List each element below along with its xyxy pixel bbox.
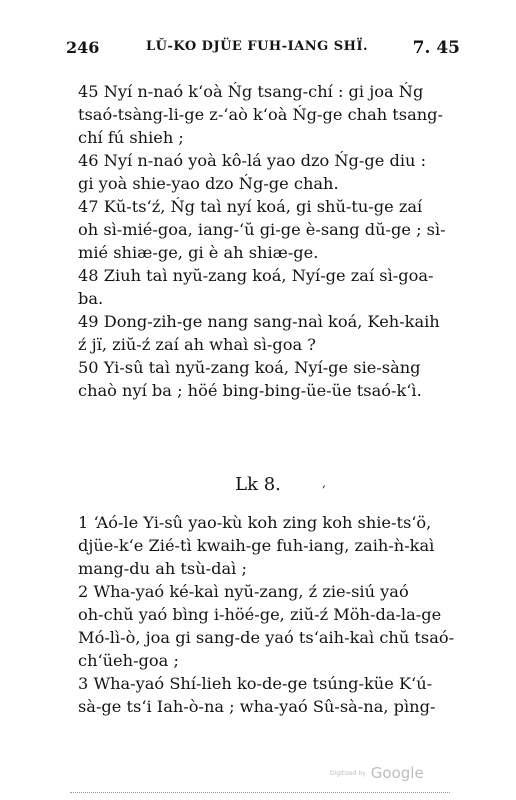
- verse-block-chapter-7: [64, 80, 464, 402]
- page-number: 246: [66, 38, 100, 57]
- print-mark: ‚: [322, 476, 326, 490]
- running-title: LŬ-KO DJÜE FUH-IANG SHÏ.: [146, 39, 369, 54]
- text-line: gi yoà shie-yao dzo Ńg-ge chah.: [78, 174, 339, 193]
- text-line: 50 Yi-sû taì nyŭ-zang koá, Nyí-ge sie-sàng: [78, 358, 421, 377]
- verse-block-chapter-8: [64, 511, 464, 718]
- text-line: djüe-k‘e Zié-tì kwaih-ge fuh-iang, zaih-ǹ-kaì: [78, 536, 435, 555]
- text-line: 2 Wha-yaó ké-kaì nyŭ-zang, ź zie-siú yaó: [78, 582, 409, 601]
- chapter-heading-text: Lk 8.: [235, 474, 281, 495]
- text-line: 3 Wha-yaó Shí-lieh ko-de-ge tsúng-küe K‘ú-: [78, 674, 433, 693]
- text-line: 47 Kŭ-ts‘ź, Ńg taì nyí koá, gi shŭ-tu-ge zaí: [78, 197, 423, 216]
- text-line: mang-du ah tsù-daì ;: [78, 559, 247, 578]
- text-line: Mó-lì-ò, joa gi sang-de yaó ts‘aih-kaì chŭ tsaó-: [78, 628, 455, 647]
- digitized-prefix: Digitized by: [330, 770, 366, 777]
- text-line: ba.: [78, 289, 104, 308]
- page-header: [66, 38, 460, 62]
- chapter-heading: [0, 474, 516, 495]
- chapter-verse-reference: 7. 45: [412, 38, 460, 58]
- text-line: 1 ‘Aó-le Yi-sû yao-kù koh zing koh shie-ts‘ö,: [78, 513, 432, 532]
- text-line: ch‘üeh-goa ;: [78, 651, 179, 670]
- text-line: oh-chŭ yaó bìng i-höé-ge, ziŭ-ź Möh-da-la-ge: [78, 605, 442, 624]
- text-line: 45 Nyí n-naó k‘oà Ńg tsang-chí : gi joa Ńg: [78, 82, 424, 101]
- text-line: 48 Ziuh taì nyŭ-zang koá, Nyí-ge zaí sì-goa-: [78, 266, 434, 285]
- text-line: 46 Nyí n-naó yoà kô-lá yao dzo Ńg-ge diu :: [78, 151, 427, 170]
- text-line: sà-ge ts‘i Iah-ò-na ; wha-yaó Sû-sà-na, pìng-: [78, 697, 436, 716]
- text-line: mié shiæ-ge, gi è ah shiæ-ge.: [78, 243, 319, 262]
- digitized-by-watermark: [330, 763, 424, 782]
- text-line: chaò nyí ba ; höé bing-bing-üe-üe tsaó-k‘ì.: [78, 381, 422, 400]
- text-line: ź jï, ziŭ-ź zaí ah whaì sì-goa ?: [78, 335, 316, 354]
- text-line: tsaó-tsàng-li-ge z-‘aò k‘oà Ńg-ge chah tsang-: [78, 105, 444, 124]
- google-logo: Google: [370, 764, 424, 782]
- text-line: chí fú shieh ;: [78, 128, 184, 147]
- bottom-rule: [70, 792, 450, 793]
- text-line: oh sì-mié-goa, iang-‘ŭ gi-ge è-sang dŭ-ge ; sì-: [78, 220, 446, 239]
- text-line: 49 Dong-zih-ge nang sang-naì koá, Keh-kaih: [78, 312, 440, 331]
